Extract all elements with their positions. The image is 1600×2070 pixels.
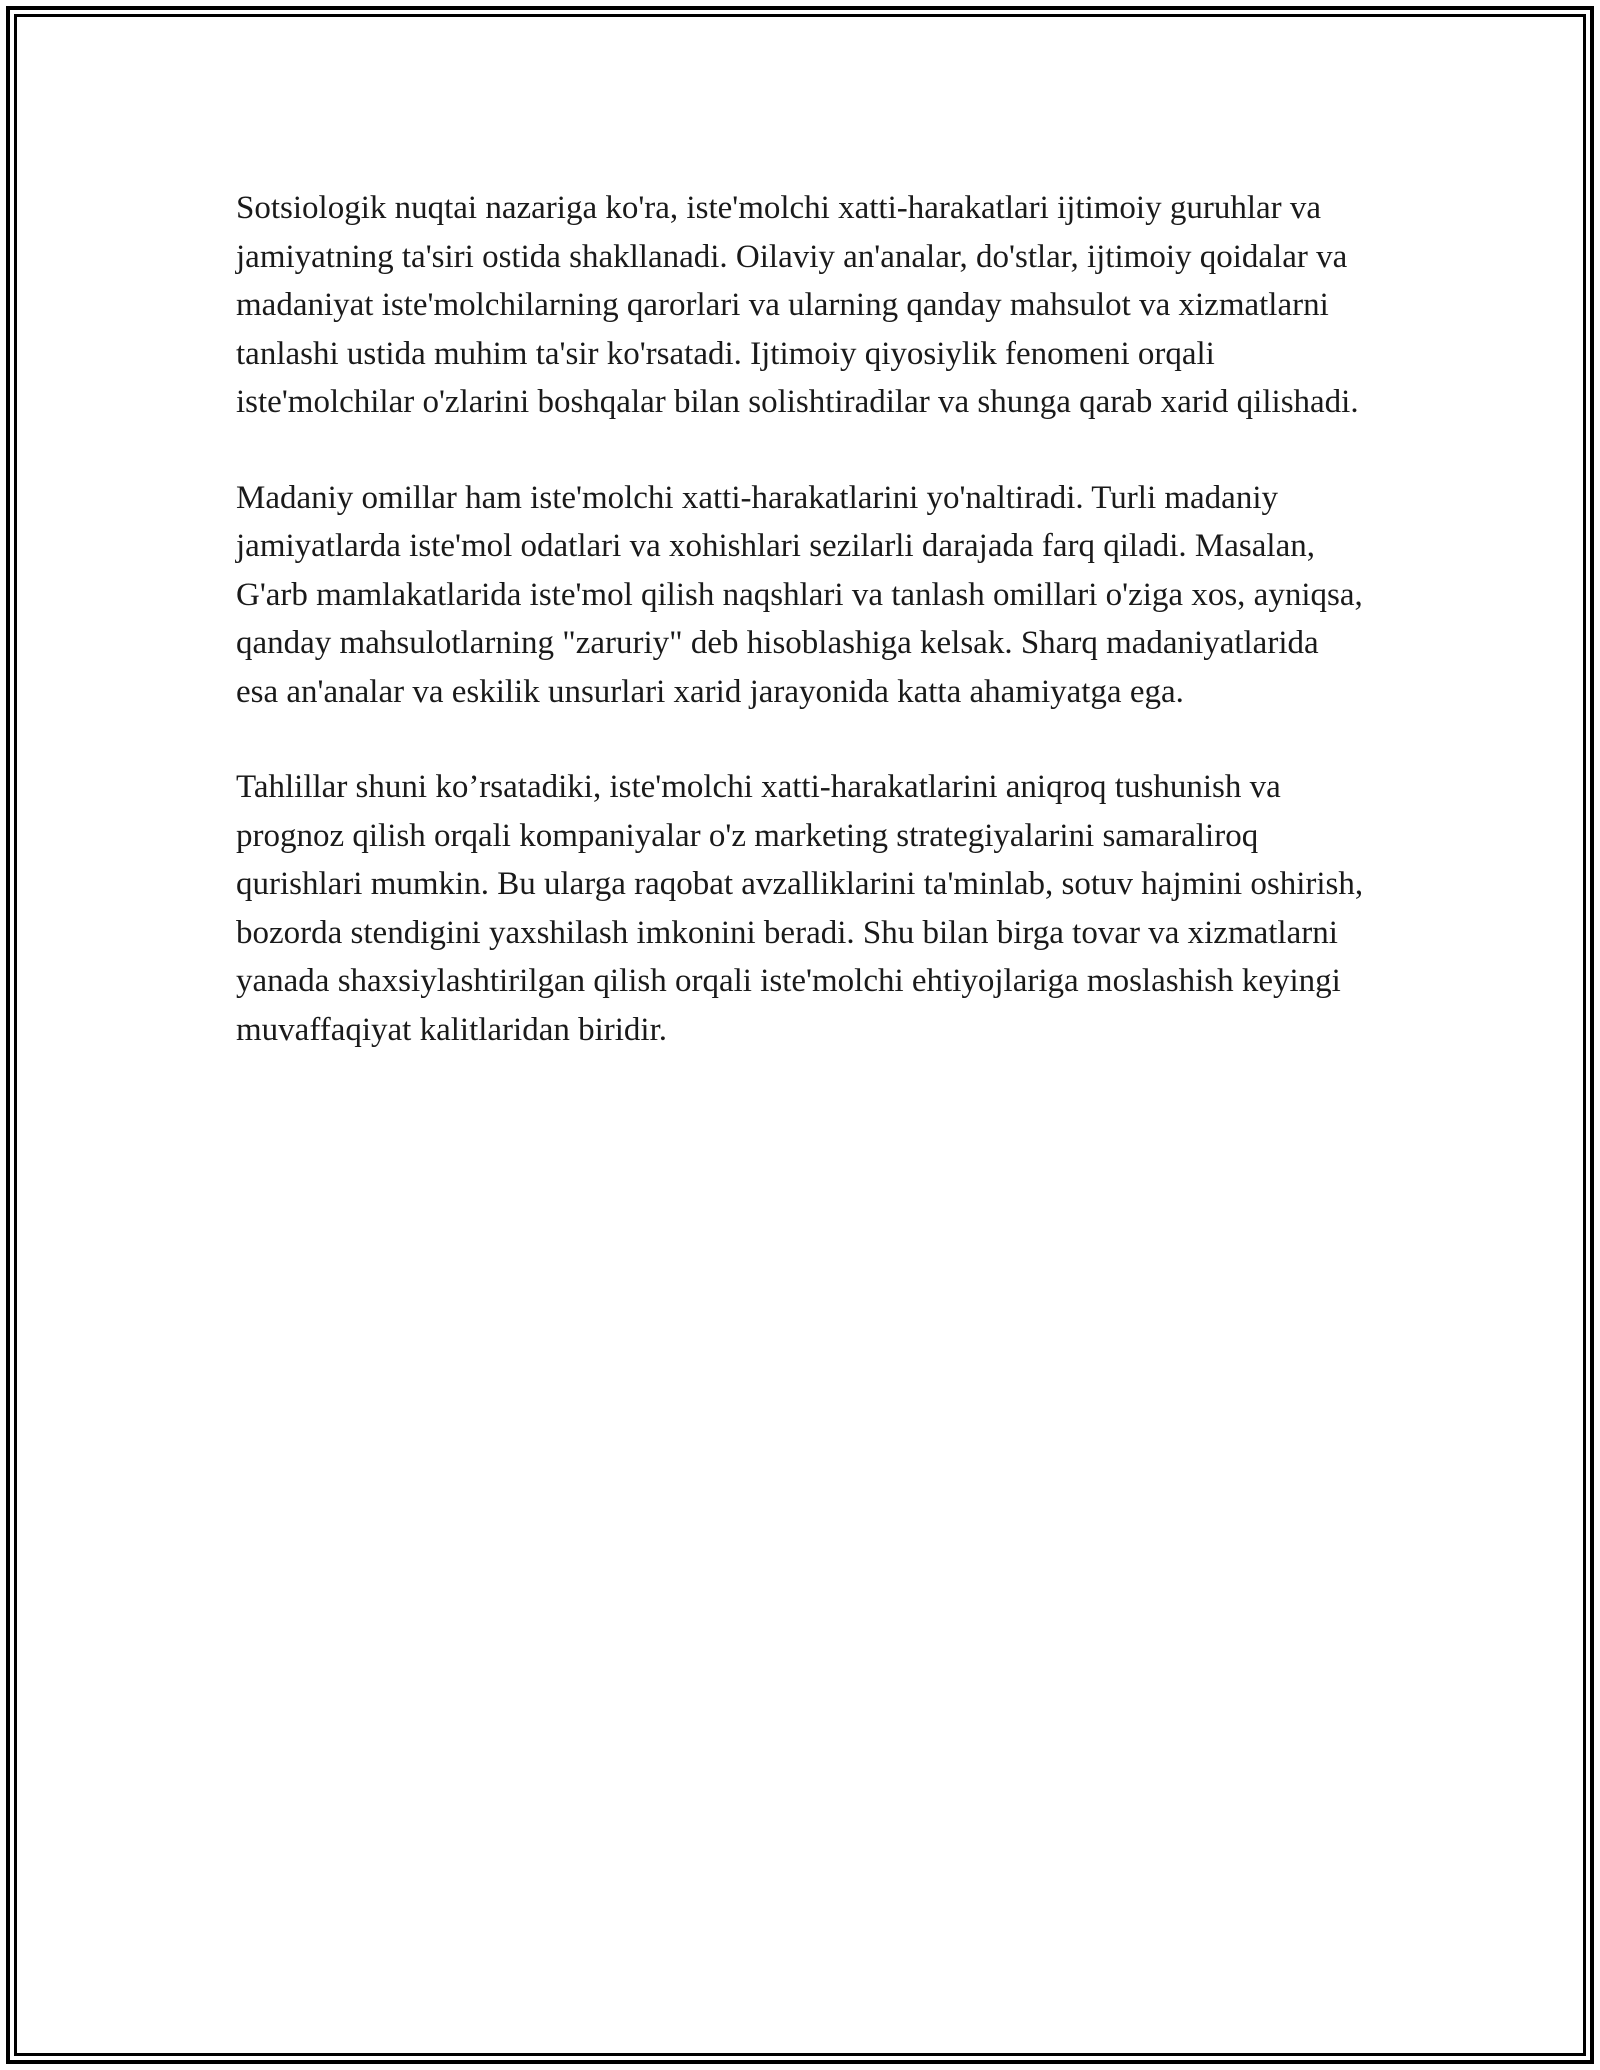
paragraph-2: Madaniy omillar ham iste'molchi xatti-harakatlarini yo'naltiradi. Turli madaniy jamiyatlarda iste'mol odatlari va xohishlari sezilarli darajada farq qiladi. Masalan, G'arb mamlakatlarida iste'mol qilish naqshlari va tanlash omillari o'ziga xos, ayniqsa, qanday mahsulotlarning "zaruriy" deb hisoblashiga kelsak. Sharq madaniyatlarida esa an'analar va eskilik unsurlari xarid jarayonida katta ahamiyatga ega. [236,479,1363,710]
paragraph-3: Tahlillar shuni ko’rsatadiki, iste'molchi xatti-harakatlarini aniqroq tushunish va prognoz qilish orqali kompaniyalar o'z marketing strategiyalarini samaraliroq qurishlari mumkin. Bu ularga raqobat avzalliklarini ta'minlab, sotuv hajmini oshirish, bozorda stendigini yaxshilash imkonini beradi. Shu bilan birga tovar va xizmatlarni yanada shaxsiylashtirilgan qilish orqali iste'molchi ehtiyojlariga moslashish keyingi muvaffaqiyat kalitlaridan biridir. [236,769,1364,1048]
document-body [236,184,1366,1101]
paragraph-1: Sotsiologik nuqtai nazariga ko'ra, iste'molchi xatti-harakatlari ijtimoiy guruhlar va jamiyatning ta'siri ostida shakllanadi. Oilaviy an'analar, do'stlar, ijtimoiy qoidalar va madaniyat iste'molchilarning qarorlari va ularning qanday mahsulot va xizmatlarni tanlashi ustida muhim ta'sir ko'rsatadi. Ijtimoiy qiyosiylik fenomeni orqali iste'molchilar o'zlarini boshqalar bilan solishtiradilar va shunga qarab xarid qilishadi. [236,190,1359,420]
